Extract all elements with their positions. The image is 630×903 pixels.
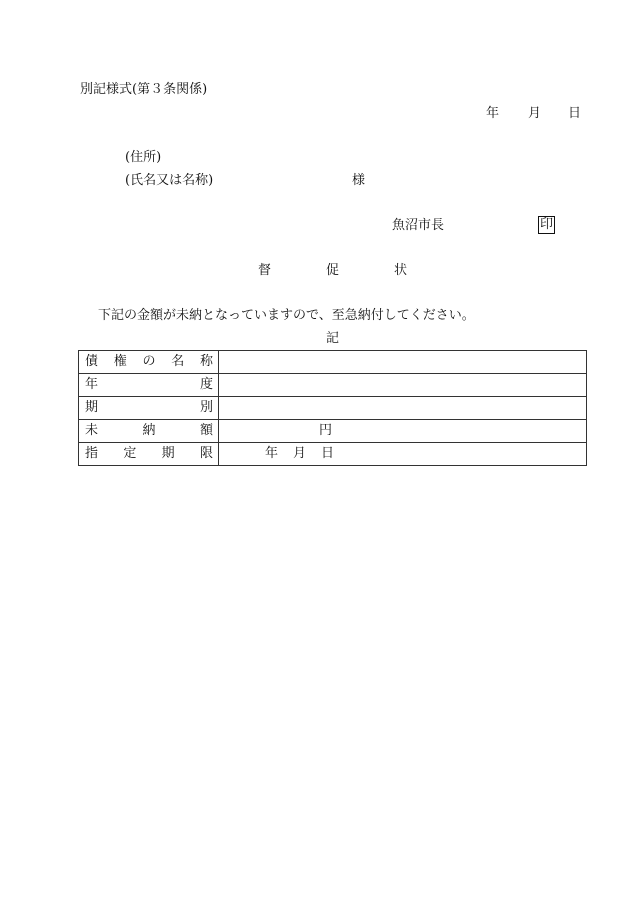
label-char: の — [142, 354, 156, 369]
honorific: 様 — [352, 173, 366, 188]
label-char: 債 — [85, 354, 99, 369]
table-row — [79, 351, 587, 374]
label-char: 度 — [199, 377, 213, 392]
claim-name-value — [219, 351, 587, 374]
body-text: 下記の金額が未納となっていますので、至急納付してください。 — [98, 308, 475, 323]
label-char: 別 — [199, 400, 213, 415]
row-label-period — [79, 397, 219, 420]
row-label-due-date — [79, 443, 219, 466]
period-value — [219, 397, 587, 420]
document-title — [258, 263, 418, 281]
details-table — [78, 350, 587, 466]
address-label: (住所) — [125, 150, 162, 165]
form-label: 別記様式(第３条関係) — [80, 82, 208, 97]
name-label: (氏名又は名称) — [125, 173, 214, 188]
label-char: 指 — [85, 446, 99, 461]
label-char: 名 — [171, 354, 185, 369]
unpaid-amount-value — [219, 420, 587, 443]
ki-label: 記 — [326, 331, 340, 346]
table-row — [79, 443, 587, 466]
row-label-unpaid-amount — [79, 420, 219, 443]
label-char: 期 — [161, 446, 175, 461]
date-day-label: 日 — [568, 106, 582, 121]
table-row — [79, 420, 587, 443]
due-month-label: 月 — [293, 446, 307, 461]
yen-unit: 円 — [319, 423, 333, 438]
due-date-value — [219, 443, 587, 466]
label-char: 定 — [123, 446, 137, 461]
title-char: 督 — [258, 263, 272, 278]
table-row — [79, 374, 587, 397]
label-char: 期 — [85, 400, 99, 415]
fiscal-year-value — [219, 374, 587, 397]
row-label-claim-name — [79, 351, 219, 374]
label-char: 称 — [199, 354, 213, 369]
due-day-label: 日 — [321, 446, 335, 461]
title-char: 状 — [394, 263, 408, 278]
seal-mark: 印 — [540, 217, 554, 232]
table-row — [79, 397, 587, 420]
label-char: 権 — [113, 354, 127, 369]
due-year-label: 年 — [265, 446, 279, 461]
label-char: 年 — [85, 377, 99, 392]
label-char: 額 — [199, 423, 213, 438]
label-char: 未 — [85, 423, 99, 438]
date-year-label: 年 — [486, 106, 500, 121]
label-char: 限 — [199, 446, 213, 461]
date-month-label: 月 — [528, 106, 542, 121]
label-char: 納 — [142, 423, 156, 438]
row-label-fiscal-year — [79, 374, 219, 397]
issuer-title: 魚沼市長 — [392, 218, 445, 233]
title-char: 促 — [326, 263, 340, 278]
